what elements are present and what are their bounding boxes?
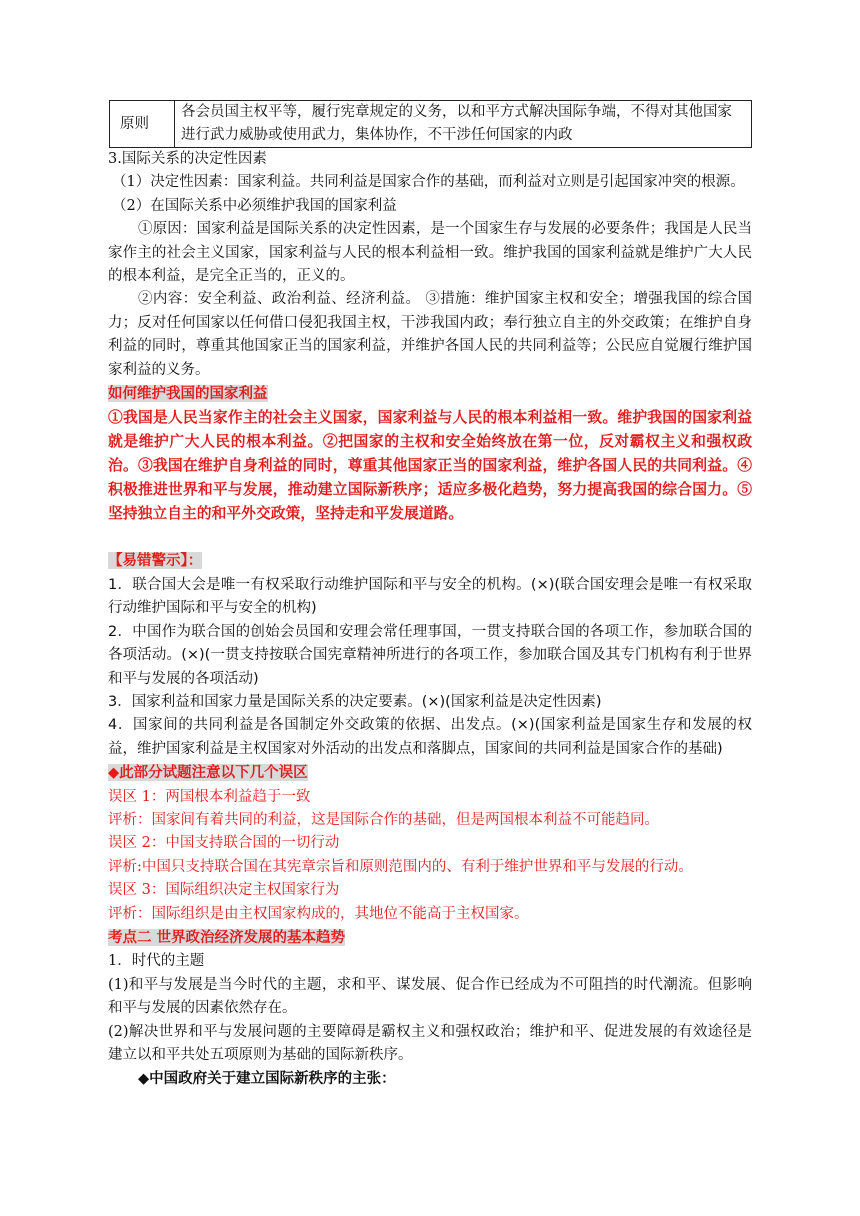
mis-3-analysis: 评析：国际组织是由主权国家构成的，其地位不能高于主权国家。 xyxy=(108,905,529,922)
mis-1: 误区 1：两国根本利益趋于一致 xyxy=(108,788,311,805)
mis-1-analysis: 评析：国家间有着共同的利益，这是国际合作的基础，但是两国根本利益不可能趋同。 xyxy=(108,811,659,828)
warn-item-2: 2．中国作为联合国的创始会员国和安理会常任理事国，一贯支持联合国的各项工作，参加联合国的各项活动。(×)(一贯支持按联合国宪章精神所进行的各项工作，参加联合国及其专门机构有利于世界和平与发展的各项活动) xyxy=(108,623,752,687)
table-row xyxy=(110,101,752,148)
table-label-cell: 原则 xyxy=(110,101,175,148)
warn-item-3: 3．国家利益和国家力量是国际关系的决定要素。(×)(国家利益是决定性因素) xyxy=(108,693,602,710)
section-3-p1: （1）决定性因素：国家利益。共同利益是国家合作的基础，而利益对立则是引起国家冲突的根源。 xyxy=(112,174,745,191)
how-title-line xyxy=(108,382,752,406)
section-3-p3: ①原因：国家利益是国际关系的决定性因素，是一个国家生存与发展的必要条件；我国是人民当家作主的社会主义国家，国家利益与人民的根本利益相一致。维护我国的国家利益就是维护广大人民的根本利益，是完全正当的，正义的。 xyxy=(108,221,752,285)
k2-p3: ◆中国政府关于建立国际新秩序的主张： xyxy=(138,1070,396,1088)
k2-p2: (2)解决世界和平与发展问题的主要障碍是霸权主义和强权政治；维护和平、促进发展的有效途径是建立以和平共处五项原则为基础的国际新秩序。 xyxy=(108,1023,752,1063)
mis-2: 误区 2：中国支持联合国的一切行动 xyxy=(108,835,340,852)
warn-item-4: 4．国家间的共同利益是各国制定外交政策的依据、出发点。(×)(国家利益是国家生存和发展的权益，维护国家利益是主权国家对外活动的出发点和落脚点，国家间的共同利益是国家合作的基础) xyxy=(108,717,752,757)
k2-p1: (1)和平与发展是当今时代的主题，求和平、谋发展、促合作已经成为不可阻挡的时代潮流。但影响和平与发展的因素依然存在。 xyxy=(108,976,752,1017)
spacer xyxy=(108,526,752,549)
mis-title-line xyxy=(108,761,752,785)
principle-table xyxy=(109,100,752,148)
k2-s1: 1．时代的主题 xyxy=(108,953,205,970)
how-title: 如何维护我国的国家利益 xyxy=(108,385,268,403)
warn-title: 【易错警示】： xyxy=(108,552,203,570)
k2-title: 考点二 世界政治经济发展的基本趋势 xyxy=(108,928,346,946)
document-page xyxy=(108,100,752,1091)
table-text-cell: 各会员国主权平等，履行宪章规定的义务，以和平方式解决国际争端，不得对其他国家进行武力威胁或使用武力，集体协作，不干涉任何国家的内政 xyxy=(175,101,752,148)
k2-title-line xyxy=(108,926,752,950)
section-3-title: 3.国际关系的决定性因素 xyxy=(108,151,267,167)
section-3-p2: （2）在国际关系中必须维护我国的国家利益 xyxy=(112,197,397,214)
section-3-p4: ②内容：安全利益、政治利益、经济利益。 ③措施：维护国家主权和安全；增强我国的综合国力；反对任何国家以任何借口侵犯我国主权，干涉我国内政；奉行独立自主的外交政策；在维护自身利益的同时，尊重其他国家正当的国家利益，并维护各国人民的共同利益等；公民应自觉履行维护国家利益的义务。 xyxy=(108,291,752,378)
warn-title-line xyxy=(108,549,752,573)
warn-item-1: 1．联合国大会是唯一有权采取行动维护国际和平与安全的机构。(×)(联合国安理会是唯一有权采取行动维护国际和平与安全的机构) xyxy=(108,576,752,617)
mis-3: 误区 3：国际组织决定主权国家行为 xyxy=(108,882,340,899)
mis-title: ◆此部分试题注意以下几个误区 xyxy=(108,764,308,782)
how-body: ①我国是人民当家作主的社会主义国家，国家利益与人民的根本利益相一致。维护我国的国家利益就是维护广大人民的根本利益。②把国家的主权和安全始终放在第一位，反对霸权主义和强权政治。③我国在维护自身利益的同时，尊重其他国家正当的国家利益，维护各国人民的共同利益。④积极推进世界和平与发展，推动建立国际新秩序；适应多极化趋势，努力提高我国的综合国力。⑤坚持独立自主的和平外交政策，坚持走和平发展道路。 xyxy=(108,409,752,523)
mis-2-analysis: 评析:中国只支持联合国在其宪章宗旨和原则范围内的、有利于维护世界和平与发展的行动。 xyxy=(108,858,693,875)
